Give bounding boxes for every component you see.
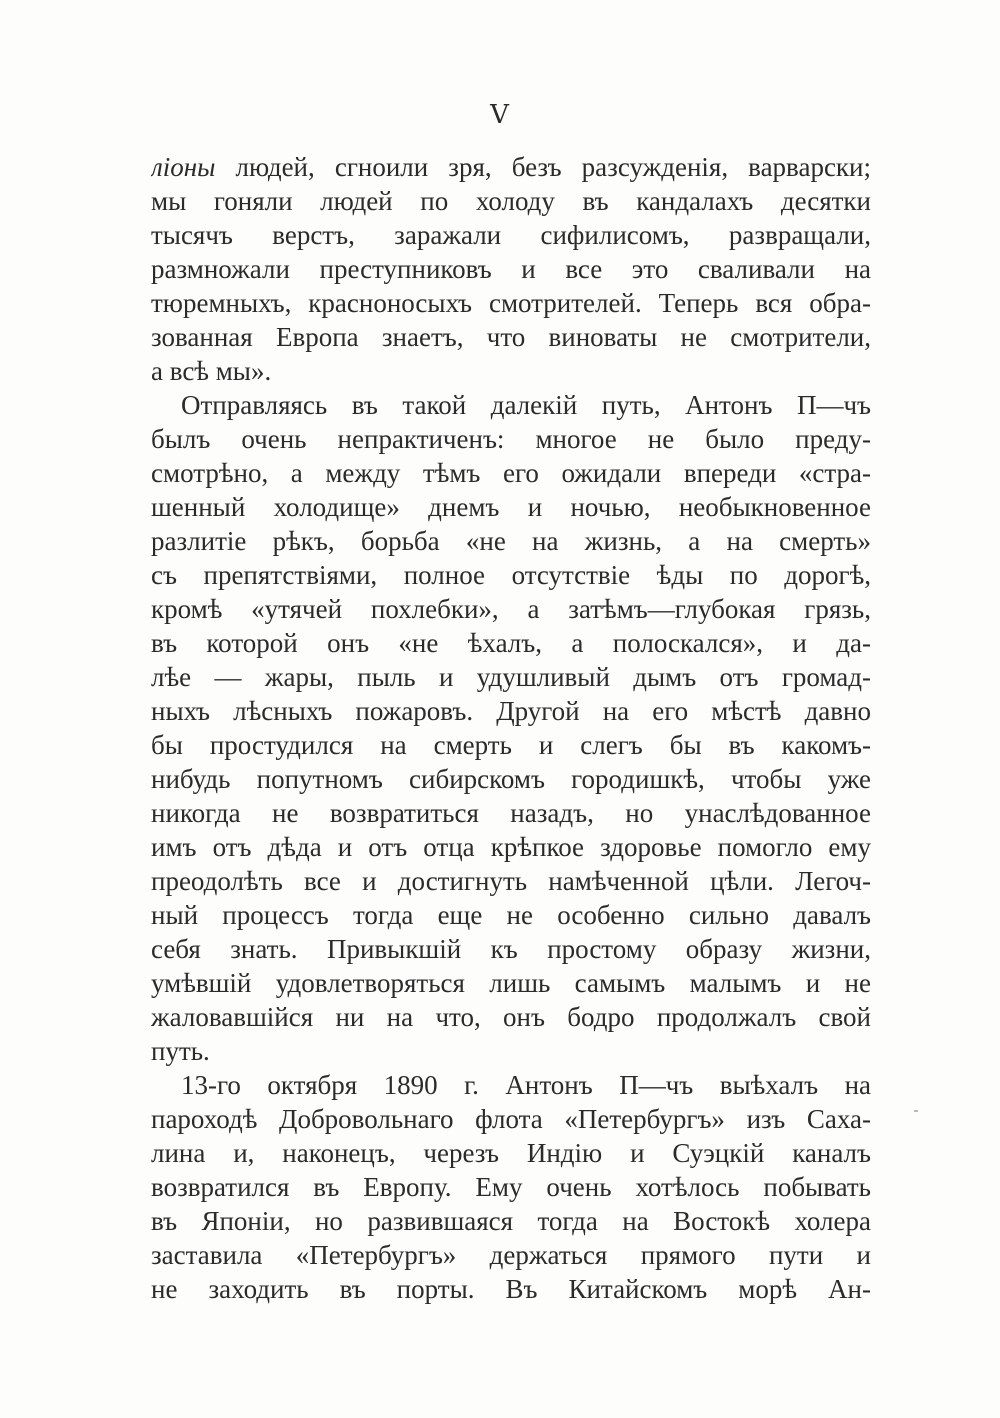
line-text: смотрѣно, а между тѣмъ его ожидали впереди «стра- [151,458,871,488]
text-line [151,252,871,286]
line-text: бы простудился на смерть и слегъ бы въ какомъ- [151,730,871,760]
line-text: ныхъ лѣсныхъ пожаровъ. Другой на его мѣстѣ давно [151,696,871,726]
line-text: не заходить въ порты. Въ Китайскомъ морѣ Ан- [151,1274,871,1304]
line-text: тюремныхъ, красноносыхъ смотрителей. Теперь вся обра- [151,288,871,318]
line-text: Отправляясь въ такой далекій путь, Антонъ П—чъ [181,390,871,420]
line-text: умѣвшій удовлетворяться лишь самымъ малымъ и не [151,968,871,998]
line-text: 13-го октября 1890 г. Антонъ П—чъ выѣхалъ на [181,1070,871,1100]
text-line [151,1272,871,1306]
body-text [151,150,871,1306]
scan-speck [914,1110,918,1112]
text-line [151,1170,871,1204]
text-line [151,1204,871,1238]
text-line [151,796,871,830]
line-text: разлитіе рѣкъ, борьба «не на жизнь, а на смерть» [151,526,871,556]
line-text: себя знать. Привыкшій къ простому образу жизни, [151,934,871,964]
line-text: пароходѣ Добровольнаго флота «Петербургъ» изъ Саха- [151,1104,871,1134]
text-line [151,354,871,388]
line-text: тысячъ верстъ, заражали сифилисомъ, развращали, [151,220,871,250]
line-text: возвратился въ Европу. Ему очень хотѣлось побывать [151,1172,871,1202]
line-text: шенный холодище» днемъ и ночью, необыкновенное [151,492,871,522]
text-line [151,762,871,796]
text-line [151,490,871,524]
line-text: а всѣ мы». [151,356,272,386]
page-number: V [490,100,510,130]
text-line [151,524,871,558]
line-text: нибудь попутномъ сибирскомъ городишкѣ, чтобы уже [151,764,871,794]
text-line [151,660,871,694]
text-line [151,1102,871,1136]
line-text: путь. [151,1036,210,1066]
line-text: никогда не возвратиться назадъ, но унаслѣдованное [151,798,871,828]
text-line [151,1034,871,1068]
italic-word: ліоны [151,152,216,182]
text-line [151,1000,871,1034]
line-text: ный процессъ тогда еще не особенно сильно давалъ [151,900,871,930]
line-text: лина и, наконецъ, черезъ Индію и Суэцкій каналъ [151,1138,871,1168]
text-line [151,898,871,932]
text-line [151,388,871,422]
text-line [151,932,871,966]
text-line [151,592,871,626]
line-text: жаловавшійся ни на что, онъ бодро продолжалъ свой [151,1002,871,1032]
line-text: съ препятствіями, полное отсутствіе ѣды по дорогѣ, [151,560,871,590]
text-line [151,218,871,252]
text-line [151,320,871,354]
line-text: въ Японіи, но развившаяся тогда на Востокѣ холера [151,1206,871,1236]
text-line [151,150,871,184]
line-text: былъ очень непрактиченъ: многое не было преду- [151,424,871,454]
text-line [151,1136,871,1170]
line-text: размножали преступниковъ и все это сваливали на [151,254,871,284]
line-text: кромѣ «утячей похлебки», а затѣмъ—глубокая грязь, [151,594,871,624]
text-line [151,966,871,1000]
line-text: лѣе — жары, пыль и удушливый дымъ отъ громад- [151,662,871,692]
line-text: имъ отъ дѣда и отъ отца крѣпкое здоровье помогло ему [151,832,871,862]
line-text: людей, сгноили зря, безъ разсужденія, варварски; [215,152,871,182]
line-text: въ которой онъ «не ѣхалъ, а полоскался», и да- [151,628,871,658]
text-line [151,184,871,218]
text-line [151,558,871,592]
text-line [151,286,871,320]
text-line [151,830,871,864]
line-text: преодолѣть все и достигнуть намѣченной цѣли. Легоч- [151,866,871,896]
text-line [151,626,871,660]
text-line [151,728,871,762]
text-line [151,864,871,898]
text-line [151,694,871,728]
line-text: мы гоняли людей по холоду въ кандалахъ десятки [151,186,871,216]
text-line [151,456,871,490]
text-line [151,422,871,456]
line-text: зованная Европа знаетъ, что виноваты не смотрители, [151,322,871,352]
text-line [151,1068,871,1102]
text-line [151,1238,871,1272]
line-text: заставила «Петербургъ» держаться прямого пути и [151,1240,871,1270]
